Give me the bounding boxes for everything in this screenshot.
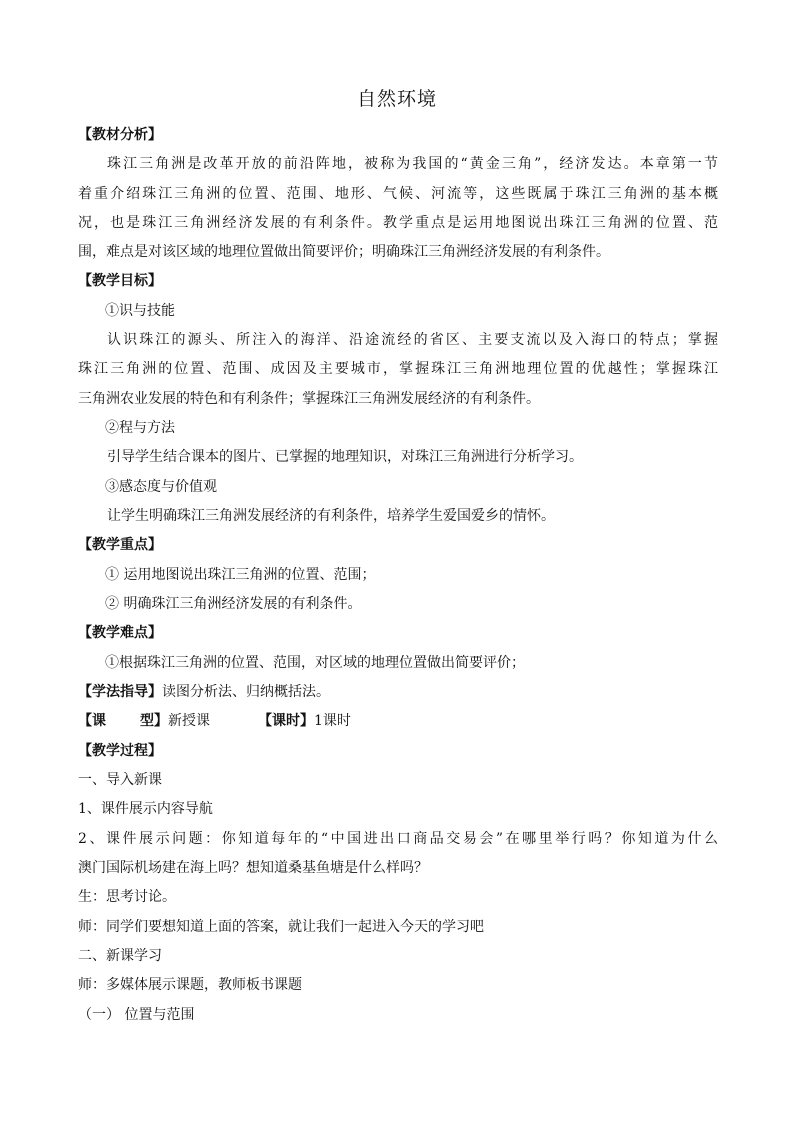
student-line: 生：思考讨论。 — [78, 889, 176, 905]
process-line-1: 一、导入新课 — [78, 772, 162, 788]
keypoint-1: ① 运用地图说出珠江三角洲的位置、范围； — [105, 567, 376, 583]
analysis-line-1: 珠江三角洲是改革开放的前沿阵地，被称为我国的“黄金三角”，经济发达。本章第一节 — [107, 156, 718, 172]
difficulty-heading: 【教学难点】 — [78, 625, 162, 641]
type-heading-b: 型】 — [140, 713, 168, 729]
analysis-line-4: 围，难点是对该区域的地理位置做出简要评价；明确珠江三角洲经济发展的有利条件。 — [78, 244, 610, 260]
teacher-line-2: 师：多媒体展示课题，教师板书课题 — [78, 977, 302, 993]
goal2-line: 引导学生结合课本的图片、已掌握的地理知识，对珠江三角洲进行分析学习。 — [107, 449, 583, 465]
hours-heading: 【课时】 — [258, 713, 314, 729]
goal2-title: ②程与方法 — [105, 420, 175, 436]
analysis-line-3: 况，也是珠江三角洲经济发展的有利条件。教学重点是运用地图说出珠江三角洲的位置、范 — [78, 215, 718, 231]
goal1-line-2: 珠江三角洲的位置、范围、成因及主要城市，掌握珠江三角洲地理位置的优越性；掌握珠江 — [78, 361, 718, 377]
goals-heading: 【教学目标】 — [78, 273, 162, 289]
question-line-1: 2、课件展示问题：你知道每年的“中国进出口商品交易会”在哪里举行吗？你知道为什么 — [78, 831, 718, 847]
type-hours-row — [78, 712, 718, 730]
goal3-line: 让学生明确珠江三角洲发展经济的有利条件，培养学生爱国爱乡的情怀。 — [107, 508, 555, 524]
question-line-2: 澳门国际机场建在海上吗？想知道桑基鱼塘是什么样吗？ — [78, 860, 428, 876]
process-heading: 【教学过程】 — [78, 743, 162, 759]
goal3-title: ③感态度与价值观 — [105, 479, 217, 495]
hours-text: 1课时 — [314, 713, 351, 729]
teacher-line-1: 师：同学们要想知道上面的答案，就让我们一起进入今天的学习吧 — [78, 919, 484, 935]
analysis-line-2: 着重介绍珠江三角洲的位置、范围、地形、气候、河流等，这些既属于珠江三角洲的基本概 — [78, 186, 718, 202]
method-heading: 【学法指导】 — [78, 684, 162, 700]
type-heading-a: 【课 — [78, 713, 106, 729]
new-lesson-heading: 二、新课学习 — [78, 948, 162, 964]
method-row — [78, 683, 718, 701]
process-line-2: 1、课件展示内容导航 — [78, 801, 213, 817]
goal1-title: ①识与技能 — [105, 303, 175, 319]
analysis-heading: 【教材分析】 — [78, 127, 162, 143]
keypoints-heading: 【教学重点】 — [78, 537, 162, 553]
type-text: 新授课 — [168, 713, 210, 729]
keypoint-2: ② 明确珠江三角洲经济发展的有利条件。 — [105, 596, 362, 612]
goal1-line-3: 三角洲农业发展的特色和有利条件；掌握珠江三角洲发展经济的有利条件。 — [78, 391, 540, 407]
method-text: 读图分析法、归纳概括法。 — [162, 684, 330, 700]
page-title: 自然环境 — [356, 88, 437, 110]
subsection-heading: （一） 位置与范围 — [78, 1007, 195, 1023]
goal1-line-1: 认识珠江的源头、所注入的海洋、沿途流经的省区、主要支流以及入海口的特点；掌握 — [107, 332, 718, 348]
difficulty-1: ①根据珠江三角洲的位置、范围，对区域的地理位置做出简要评价； — [105, 655, 525, 671]
